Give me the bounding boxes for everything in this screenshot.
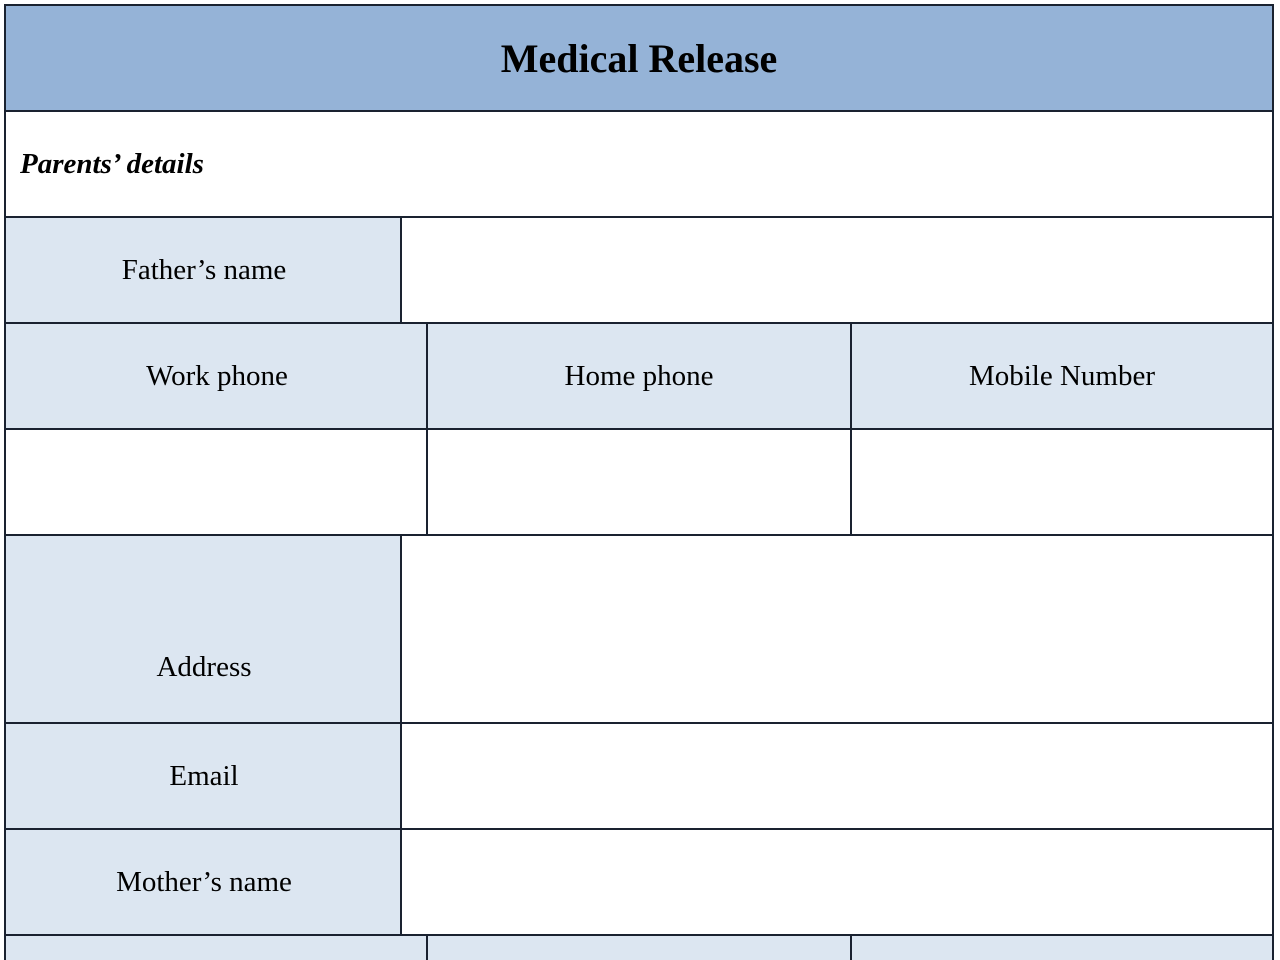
father-name-label-text: Father’s name [121, 253, 287, 286]
home-phone-label-text: Home phone [564, 359, 714, 392]
father-name-field[interactable] [400, 216, 1274, 324]
medical-release-form [4, 4, 1274, 960]
father-name-label [4, 216, 404, 324]
form-title [4, 4, 1274, 112]
mother-name-label [4, 828, 404, 936]
work-phone-label [4, 322, 430, 430]
section-heading-text: Parents’ details [20, 147, 204, 180]
mobile-number-field[interactable] [850, 428, 1274, 536]
work-phone-field[interactable] [4, 428, 430, 536]
email-label-text: Email [169, 759, 239, 792]
address-label [4, 534, 404, 724]
form-title-text: Medical Release [500, 35, 778, 81]
mobile-number-label-text: Mobile Number [968, 359, 1156, 392]
work-phone-label-text: Work phone [146, 359, 288, 392]
mother-name-field[interactable] [400, 828, 1274, 936]
home-phone-label [426, 322, 852, 430]
email-field[interactable] [400, 722, 1274, 830]
address-field[interactable] [400, 534, 1274, 724]
mother-mobile-number-label [850, 934, 1274, 960]
mother-name-label-text: Mother’s name [116, 865, 292, 898]
mother-home-phone-label [426, 934, 852, 960]
section-heading-parents [4, 110, 1274, 218]
home-phone-field[interactable] [426, 428, 852, 536]
mother-work-phone-label [4, 934, 430, 960]
email-label [4, 722, 404, 830]
mobile-number-label [850, 322, 1274, 430]
address-label-text: Address [156, 651, 252, 683]
